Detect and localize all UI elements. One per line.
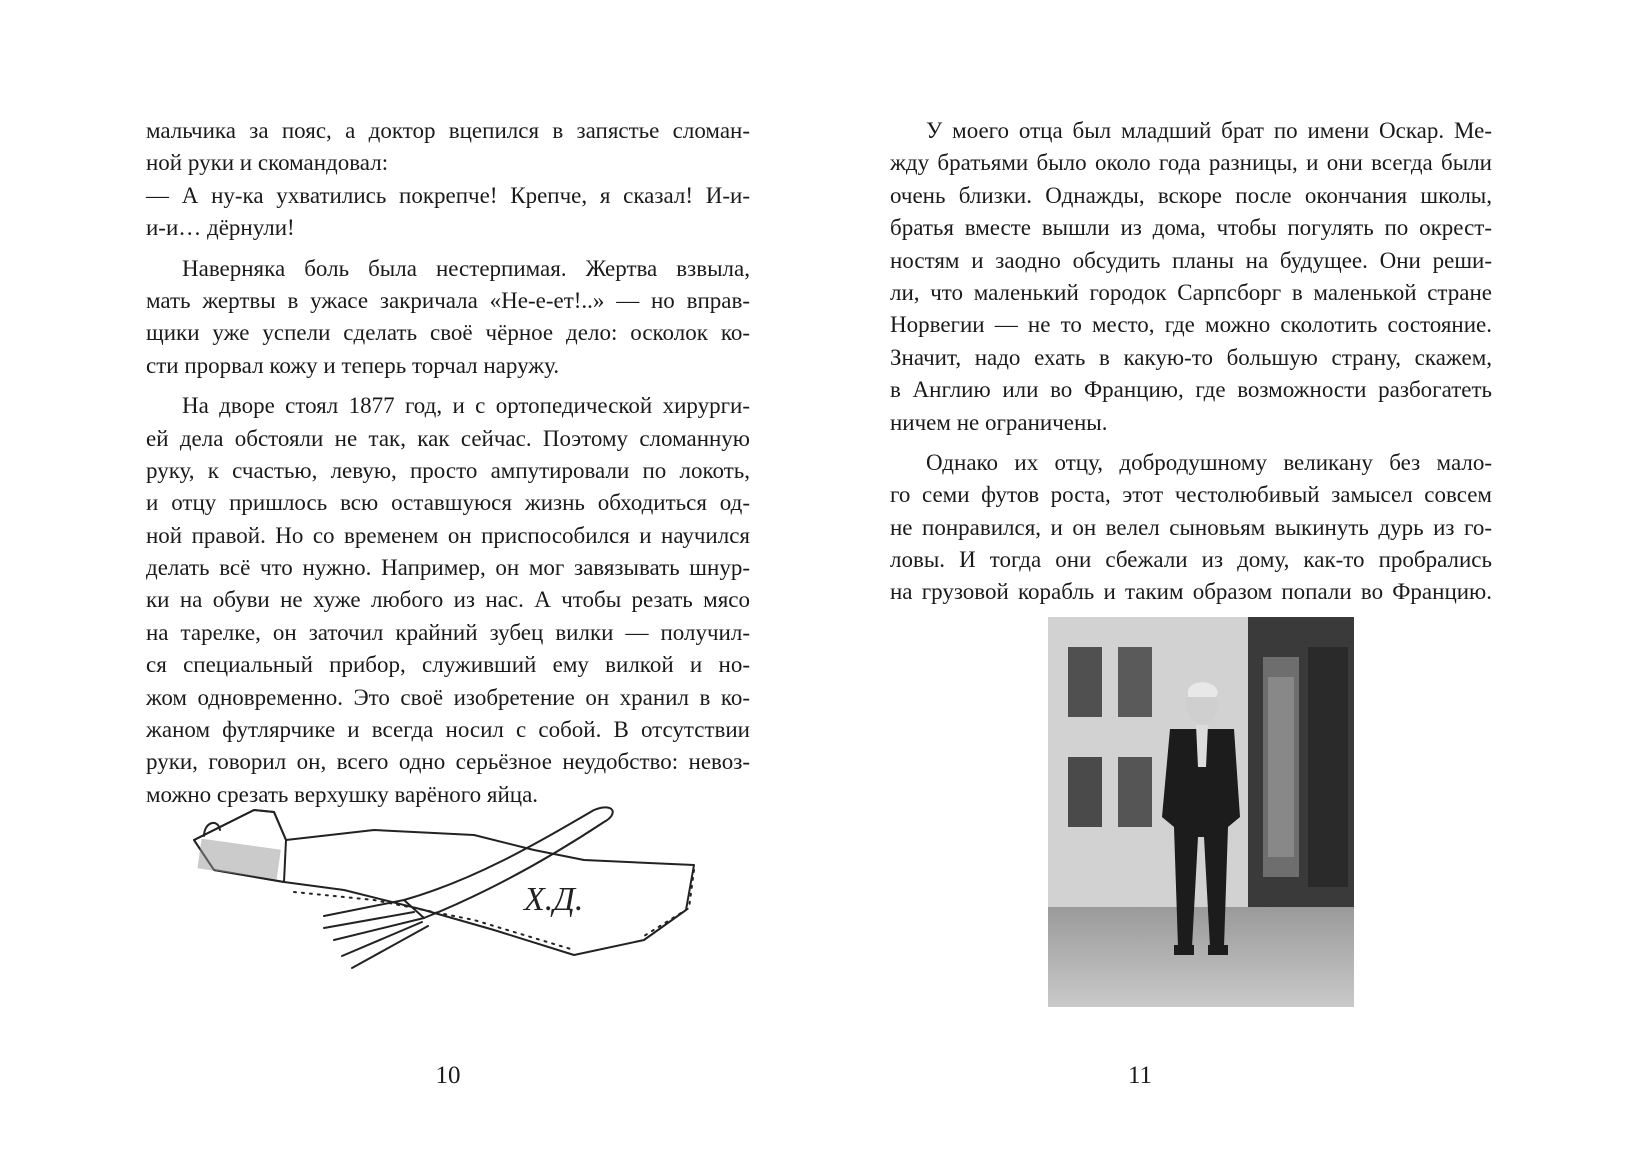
text-line: ной правой. Но со временем он приспособился и научился (146, 522, 750, 548)
text-line: братья вместе вышли из дома, чтобы погулять по окрест- (890, 215, 1492, 241)
text-line: Значит, надо ехать в какую-то большую страну, скажем, (890, 344, 1492, 370)
text-line: делать всё что нужно. Например, он мог завязывать шнур- (146, 555, 750, 581)
page-number-left: 10 (435, 1062, 461, 1089)
page-number-right: 11 (1127, 1062, 1153, 1089)
text-line: в Англию или во Францию, где возможности разбогатеть (890, 377, 1492, 403)
text-line: руку, к счастью, левую, просто ампутировали по локоть, (146, 457, 750, 483)
left-page-text (146, 115, 750, 811)
text-line: и отцу пришлось всю оставшуюся жизнь обходиться од- (146, 490, 750, 516)
text-line: У моего отца был младший брат по имени Оскар. Ме- (926, 118, 1492, 143)
text-line: ностям и заодно обсудить планы на будущее. Они реши- (890, 247, 1492, 273)
monogram-text: Х.Д. (524, 881, 584, 918)
text-line: жаном футлярчике и всегда носил с собой. В отсутствии (146, 717, 750, 743)
text-line: Однако их отцу, добродушному великану без мало- (926, 449, 1492, 475)
text-line: ли, что маленький городок Сарпсборг в маленькой стране (890, 279, 1492, 305)
text-line: мать жертвы в ужасе закричала «Не-е-ет!..» — но вправ- (146, 287, 750, 313)
text-line: жом одновременно. Это своё изобретение он хранил в ко- (146, 684, 750, 710)
text-line: Норвегии — не то место, где можно сколотить состояние. (890, 312, 1492, 338)
text-line: го семи футов роста, этот честолюбивый замысел совсем (890, 482, 1492, 508)
fork-case-sketch (174, 800, 734, 1000)
text-line: можно срезать верхушку варёного яйца. (146, 781, 539, 807)
text-line: не понравился, и он велел сыновьям выкинуть дурь из го- (890, 514, 1492, 540)
right-page (816, 0, 1632, 1172)
text-line: ничем не ограничены. (890, 409, 1108, 435)
text-line: — А ну-ка ухватились покрепче! Крепче, я сказал! И-и- (146, 182, 750, 208)
text-line: сти прорвал кожу и теперь торчал наружу. (146, 352, 560, 378)
text-line: Наверняка боль была нестерпимая. Жертва взвыла, (182, 255, 750, 281)
text-line: ки на обуви не хуже любого из нас. А чтобы резать мясо (146, 587, 750, 613)
portrait-photo (1048, 617, 1354, 1007)
text-line: На дворе стоял 1877 год, и с ортопедической хирурги- (182, 393, 750, 419)
text-line: руки, говорил он, всего одно серьёзное неудобство: невоз- (146, 749, 750, 775)
text-line: мальчика за пояс, а доктор вцепился в запястье сломан- (146, 118, 750, 143)
text-line: на тарелке, он заточил крайний зубец вилки — получил- (146, 619, 750, 645)
text-line: жду братьями было около года разницы, и они всегда были (890, 150, 1492, 176)
text-line: очень близки. Однажды, вскоре после окончания школы, (890, 182, 1492, 208)
text-line: на грузовой корабль и таким образом попали во Францию. (890, 579, 1492, 605)
text-line: ей дела обстояли не так, как сейчас. Поэтому сломанную (146, 425, 750, 451)
right-page-text (890, 115, 1492, 609)
text-line: ной руки и скомандовал: (146, 150, 389, 176)
text-line: ловы. И тогда они сбежали из дому, как-то пробрались (890, 547, 1492, 573)
text-line: ся специальный прибор, служивший ему вилкой и но- (146, 652, 750, 678)
text-line: и-и… дёрнули! (146, 215, 295, 241)
text-line: щики уже успели сделать своё чёрное дело: осколок ко- (146, 320, 750, 346)
